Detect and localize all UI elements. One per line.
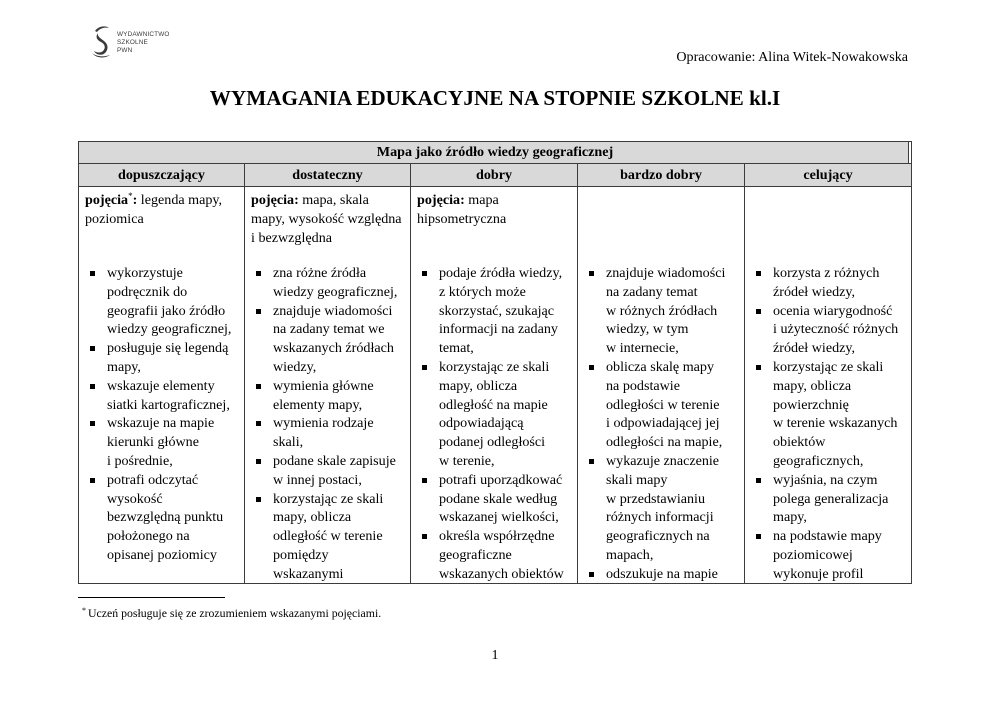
list-item bbox=[107, 339, 244, 377]
square-bullet-icon bbox=[589, 572, 594, 577]
list-item-text: zna różne źródła wiedzy geograficznej, bbox=[273, 265, 398, 300]
square-bullet-icon bbox=[422, 534, 427, 539]
square-bullet-icon bbox=[756, 478, 761, 483]
list-item bbox=[107, 471, 244, 565]
square-bullet-icon bbox=[90, 421, 95, 426]
square-bullet-icon bbox=[756, 309, 761, 314]
page-title: WYMAGANIA EDUKACYJNE NA STOPNIE SZKOLNE kl.I bbox=[209, 86, 781, 110]
concepts-separator: : bbox=[460, 192, 465, 208]
list-item-text: posługuje się legendą mapy, bbox=[107, 340, 229, 375]
square-bullet-icon bbox=[256, 459, 261, 464]
grade-header-dopuszczajacy: dopuszczający bbox=[79, 164, 245, 186]
list-item-text: ocenia wiarygodność i użyteczność różnych źródeł wiedzy, bbox=[773, 302, 899, 357]
grade-header-dobry: dobry bbox=[411, 164, 578, 186]
grade-column-celujacy bbox=[745, 187, 911, 584]
requirements-list bbox=[417, 264, 577, 584]
list-item bbox=[773, 264, 911, 302]
footnote-separator bbox=[78, 597, 225, 598]
list-item bbox=[439, 358, 577, 471]
footnote-text: Uczeń posługuje się ze zrozumieniem wskazanymi pojęciami. bbox=[88, 606, 382, 620]
footnote-reference: * bbox=[128, 191, 133, 201]
square-bullet-icon bbox=[256, 384, 261, 389]
grade-header-row bbox=[79, 164, 911, 187]
square-bullet-icon bbox=[256, 497, 261, 502]
list-item bbox=[439, 264, 577, 358]
list-item bbox=[273, 490, 410, 584]
list-item bbox=[273, 414, 410, 452]
list-item bbox=[439, 471, 577, 527]
author-credit: Opracowanie: Alina Witek-Nowakowska bbox=[676, 49, 908, 65]
square-bullet-icon bbox=[90, 271, 95, 276]
list-item-text: wskazuje na mapie kierunki główne i pośrednie, bbox=[107, 415, 215, 469]
footnote bbox=[82, 605, 381, 621]
list-item-text: wykorzystuje podręcznik do geografii jako źródło wiedzy geograficznej, bbox=[107, 265, 232, 338]
list-item-text: korzystając ze skali mapy, oblicza odległość na mapie odpowiadającą podanej odległości w terenie, bbox=[439, 358, 550, 469]
list-item-text: wyjaśnia, na czym polega generalizacja mapy, bbox=[773, 471, 889, 526]
square-bullet-icon bbox=[256, 309, 261, 314]
list-item bbox=[273, 264, 410, 302]
list-item-text: wymienia główne elementy mapy, bbox=[273, 377, 374, 413]
publisher-logo bbox=[89, 25, 179, 61]
concepts-separator: : bbox=[294, 192, 299, 208]
list-item bbox=[273, 452, 410, 490]
requirements-table bbox=[78, 141, 912, 584]
concepts-term: pojęcia bbox=[251, 192, 295, 208]
logo-text-line: PWN bbox=[117, 47, 133, 54]
list-item bbox=[107, 414, 244, 470]
grade-column-dostateczny bbox=[245, 187, 411, 584]
list-item bbox=[773, 302, 911, 358]
square-bullet-icon bbox=[756, 271, 761, 276]
section-header: Mapa jako źródło wiedzy geograficznej bbox=[79, 142, 911, 164]
concepts-text: legenda mapy, poziomica bbox=[85, 192, 223, 227]
concepts-block-empty bbox=[584, 191, 744, 264]
list-item-text: podaje źródła wiedzy, z których może skorzystać, szukając informacji na zadany temat, bbox=[439, 265, 563, 357]
list-item-text: wymienia rodzaje skali, bbox=[273, 415, 374, 451]
list-item-text: potrafi odczytać wysokość bezwzględną punktu położonego na opisanej poziomicy bbox=[107, 471, 224, 563]
concepts-term: pojęcia bbox=[85, 192, 129, 208]
concepts-block bbox=[417, 191, 577, 264]
concepts-block bbox=[251, 191, 410, 264]
list-item-text: określa współrzędne geograficzne wskazanych obiektów bbox=[439, 528, 564, 582]
list-item bbox=[606, 358, 744, 452]
pwn-swirl-icon bbox=[89, 25, 113, 59]
square-bullet-icon bbox=[256, 271, 261, 276]
square-bullet-icon bbox=[589, 271, 594, 276]
list-item bbox=[606, 565, 744, 584]
grade-header-celujacy: celujący bbox=[803, 167, 853, 183]
logo-text-line: WYDAWNICTWO bbox=[117, 31, 170, 38]
footnote-marker: * bbox=[82, 606, 86, 615]
square-bullet-icon bbox=[756, 365, 761, 370]
concepts-term: pojęcia bbox=[417, 192, 461, 208]
page-number: 1 bbox=[491, 647, 499, 663]
list-item bbox=[273, 377, 410, 415]
grade-column-bardzo-dobry bbox=[578, 187, 745, 584]
grade-column-dobry bbox=[411, 187, 578, 584]
list-item bbox=[773, 471, 911, 527]
square-bullet-icon bbox=[422, 365, 427, 370]
square-bullet-icon bbox=[90, 478, 95, 483]
list-item-text: znajduje wiadomości na zadany temat w różnych źródłach wiedzy, w tym w internecie, bbox=[606, 265, 726, 357]
list-item-text: korzystając ze skali mapy, oblicza odległość w terenie pomiędzy wskazanymi bbox=[273, 490, 384, 582]
list-item-text: potrafi uporządkować podane skale według wskazanej wielkości, bbox=[439, 471, 563, 526]
square-bullet-icon bbox=[422, 478, 427, 483]
publisher-name bbox=[117, 31, 170, 55]
grade-column-dopuszczajacy bbox=[79, 187, 245, 584]
list-item-text: wskazuje elementy siatki kartograficznej, bbox=[107, 377, 230, 413]
list-item bbox=[107, 264, 244, 339]
list-item bbox=[773, 358, 911, 471]
concepts-block bbox=[85, 191, 244, 264]
square-bullet-icon bbox=[256, 421, 261, 426]
concepts-separator: : bbox=[132, 192, 138, 208]
list-item bbox=[606, 264, 744, 358]
list-item-text: podane skale zapisuje w innej postaci, bbox=[273, 452, 396, 488]
concepts-block-empty bbox=[751, 191, 911, 264]
list-item bbox=[107, 377, 244, 415]
requirements-list bbox=[751, 264, 911, 584]
list-item bbox=[606, 452, 744, 565]
list-item bbox=[273, 302, 410, 377]
square-bullet-icon bbox=[90, 346, 95, 351]
list-item-text: korzystając ze skali mapy, oblicza powierzchnię w terenie wskazanych obiektów geograficznych, bbox=[773, 358, 898, 469]
square-bullet-icon bbox=[90, 384, 95, 389]
square-bullet-icon bbox=[756, 534, 761, 539]
list-item-text: korzysta z różnych źródeł wiedzy, bbox=[773, 265, 880, 300]
requirements-list bbox=[85, 264, 244, 565]
square-bullet-icon bbox=[589, 365, 594, 370]
requirements-list bbox=[584, 264, 744, 584]
square-bullet-icon bbox=[589, 459, 594, 464]
list-item-text: na podstawie mapy poziomicowej wykonuje profil bbox=[773, 528, 882, 582]
concepts-text: mapa hipsometryczna bbox=[417, 192, 507, 227]
square-bullet-icon bbox=[422, 271, 427, 276]
grade-header-dostateczny: dostateczny bbox=[245, 164, 411, 186]
list-item-text: wykazuje znaczenie skali mapy w przedstawianiu różnych informacji geograficznych na mapach, bbox=[606, 452, 720, 563]
list-item bbox=[773, 527, 911, 583]
requirements-row bbox=[79, 187, 911, 583]
concepts-text: mapa, skala mapy, wysokość względna i bezwzględna bbox=[251, 192, 402, 246]
list-item bbox=[439, 527, 577, 583]
list-item-text: oblicza skalę mapy na podstawie odległości w terenie i odpowiadającej jej odległości na mapie, bbox=[606, 358, 723, 451]
logo-text-line: SZKOLNE bbox=[117, 39, 148, 46]
list-item-text: znajduje wiadomości na zadany temat we wskazanych źródłach wiedzy, bbox=[273, 302, 394, 375]
requirements-list bbox=[251, 264, 410, 584]
grade-header-bardzo-dobry: bardzo dobry bbox=[578, 164, 745, 186]
list-item-text: odszukuje na mapie bbox=[606, 565, 718, 582]
